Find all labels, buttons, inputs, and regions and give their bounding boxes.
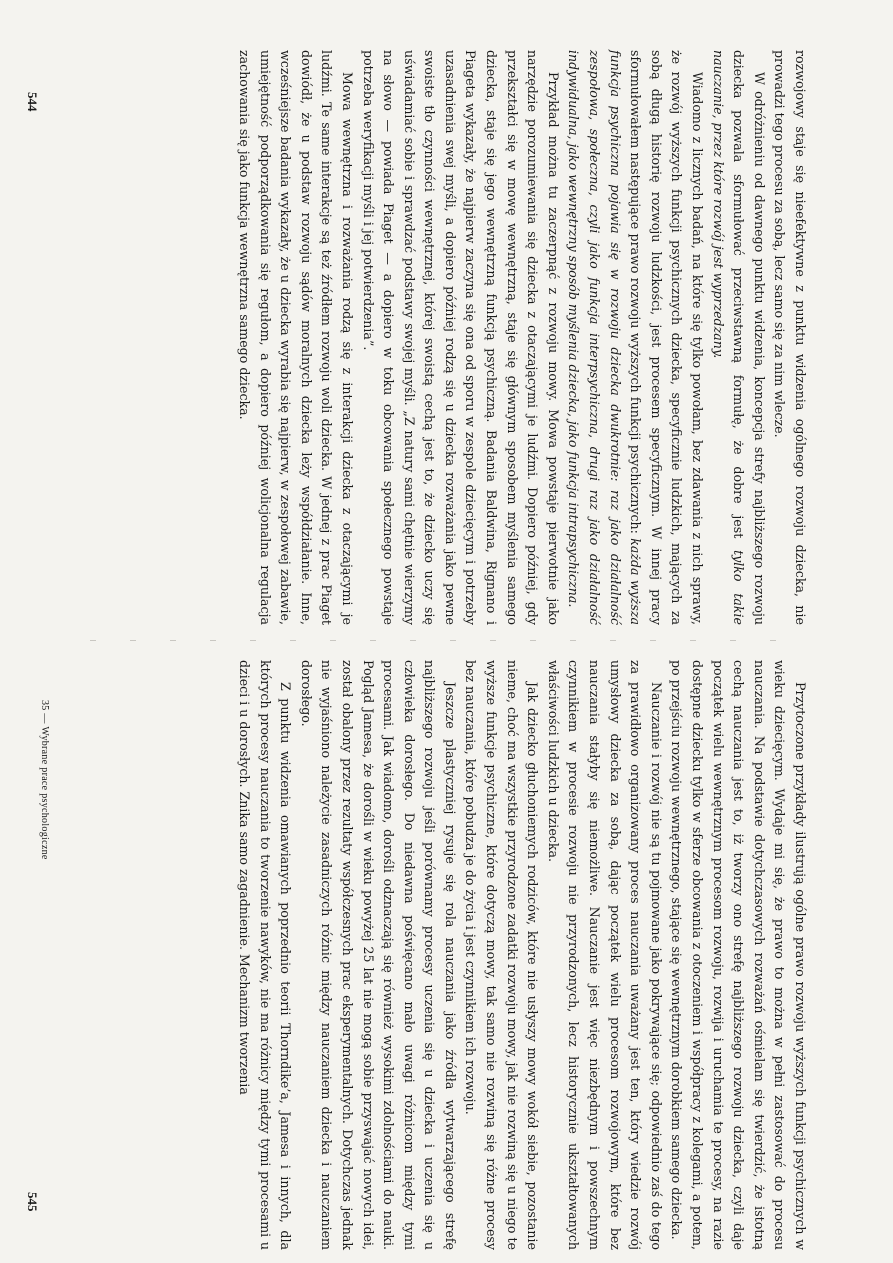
paragraph [233,660,295,1250]
text-run: Nauczanie i rozwój nie są tu pojmowane jako pokrywające się; odpowiednio zaś do tego za prawidłowo organizowany proces nauczania uważany jest ten, który wiedzie rozwój umysłowy dziecka za sobą, dając początek wielu procesom rozwojowym, które bez nauczania stałyby się niemożliwe. Nauczanie jest więc niezbędnym i powszechnym czynnikiem w procesie rozwoju nie przyrodzonych, lecz historycznie ukształtowanych właściwości ludzkich u dziecka. [545,660,664,1250]
text-run: Jak dziecko głuchoniemych rodziców, które nie usłyszy mowy wokół siebie, pozostanie nieme, choć ma wszystkie przyrodzone zadatki rozwoju mowy, jak nie rozwiną się u niego te wyższe funkcje psychiczne, które dotyczą mowy, tak samo nie rozwiną się różne procesy bez nauczania, które pobudza je do życia i jest czynnikiem ich rozwoju. [463,660,541,1250]
page-gutter [90,640,810,641]
text-run: Mowa wewnętrzna i rozważania rodzą się z interakcji dziecka z otaczającymi je ludźmi. Te same interakcje są też źródłem rozwoju woli dziecka. W jednej z prac Piaget dowiódł, że u podstaw rozwoju sądów moralnych dziecka leży współdziałanie. Inne, wcześniejsze badania wykazały, że u dziecka wyrabia się najpierw, w zespołowej zabawie, umiejętność podporządkowania się regułom, a dopiero później wolicjonalna regulacja zachowania się jako funkcja wewnętrzna samego dziecka. [236,50,355,625]
right-page [40,660,810,1250]
paragraph [542,660,666,1250]
left-page-text [40,50,810,625]
right-page-text [40,660,810,1250]
text-run: Przytoczone przykłady ilustrują ogólne prawo rozwoju wyższych funkcji psychicznych w wieku dziecięcym. Wydaje mi się, że prawo to można w pełni zastosować do procesu nauczania. Na podstawie dotychczasowych rozważań ośmielam się twierdzić, że istotną cechą nauczania jest to, iż tworzy ono strefę najbliższego rozwoju dziecka, czyli daje początek wielu wewnętrznym procesom rozwoju, rozwija i uruchamia te procesy, na razie dostępne dziecku tylko w sferze obcowania z otoczeniem i współpracy z kolegami, a potem, po przejściu rozwoju wewnętrznego, stające się wewnętrznym dorobkiem samego dziecka. [669,660,808,1250]
italic-text: każda wyższa funkcja psychiczna pojawia się w rozwoju dziecka dwukrotnie: raz jako działalność zespołowa, społeczna, czyli jako funkcja interpsychiczna, drugi raz jako działalność indywidualna, jako wewnętrzny sposób myślenia dziecka, jako funkcja intrapsychiczna. [566,50,644,626]
paragraph [233,50,357,625]
text-run: Przykład można tu zaczerpnąć z rozwoju mowy. Mowa powstaje pierwotnie jako narzędzie porozumiewania się dziecka z otaczającymi je ludźmi. Dopiero później, gdy przekształci się w mowę wewnętrzną, staje się głównym sposobem myślenia samego dziecka, staje się jego wewnętrzną funkcją psychiczną. Badania Baldwina, Rignano i Piageta wykazały, że najpierw zaczyna się ona od sporu w zespole dziecięcym i potrzeby uzasadnienia swej myśli, a dopiero później rodzą się u dziecka rozważania jako pewne swoiste tło czynności wewnętrznej, której swoistą cechą jest to, że dziecko uczy się uświadamiać sobie i sprawdzać podstawy swojej myśli. „Z natury sami chętnie wierzymy na słowo — powiada Piaget — a dopiero w toku obcowania społecznego powstaje potrzeba weryfikacji myśli i jej potwierdzenia”. [360,50,561,625]
italic-text: tylko [731,550,747,582]
left-page [40,50,810,625]
italic-text: nauczanie, przez które rozwój jest wyprzedzany. [710,50,726,359]
text-run: Jeszcze plastyczniej rysuje się rola nauczania jako źródła wytwarzającego strefę najbliższego rozwoju jeśli porównamy procesy uczenia się u dziecka i uczenia się u człowieka dorosłego. Do niedawna poświęcano mało uwagi różnicom między tymi procesami. Jak wiadomo, dorośli odznaczają się również wysokimi zdolnościami do nauki. Pogląd Jamesa, że dorośli w wieku powyżej 25 lat nie mogą sobie przyswajać nowych idei, został obalony przez rezultaty współczesnych prac eksperymentalnych. Dotychczas jednak nie wyjaśniono należycie zasadniczych różnic między nauczaniem dziecka i nauczaniem dorosłego. [298,660,458,1250]
paragraph [563,50,707,625]
italic-text: takie [731,593,747,625]
text-run: W odróżnieniu od dawnego punktu widzenia, koncepcja strefy najbliższego rozwoju dziecka pozwala sformułować przeciwstawną formułę, że dobre jest [731,50,767,625]
page-footer: 35 — Wybrane prace psychologiczne [39,700,50,860]
paragraph [295,660,460,1250]
text-run: Z punktu widzenia omawianych poprzednio teorii Thorndike’a, Jamesa i innych, dla których procesy nauczania to tworzenie nawyków, nie ma różnicy między tymi procesami u dzieci i u dorosłych. Znika samo zagadnienie. Mechanizm tworzenia [236,660,294,1250]
text-run [731,582,746,594]
page-number-right: 545 [25,1192,40,1212]
text-run: Wiadomo z licznych badań, na które się tylko powołam, bez zdawania z nich sprawy, że rozwój wyższych funkcji psychicznych dziecka, specyficznie ludzkich, mających za sobą długą historię rozwoju ludzkości, jest procesem specyficznym. W innej pracy sformułowałem następujące prawo rozwoju wyższych funkcji psychicznych: [628,50,706,625]
paragraph [769,50,810,625]
paragraph [666,660,810,1250]
paragraph [357,50,563,625]
paragraph [460,660,542,1250]
page-number-left: 544 [25,92,40,112]
paragraph [707,50,769,625]
text-run: rozwojowy staje się nieefektywne z punktu widzenia ogólnego rozwoju dziecka, nie prowadzi tego procesu za sobą, lecz samo się za nim wlecze. [772,50,808,625]
